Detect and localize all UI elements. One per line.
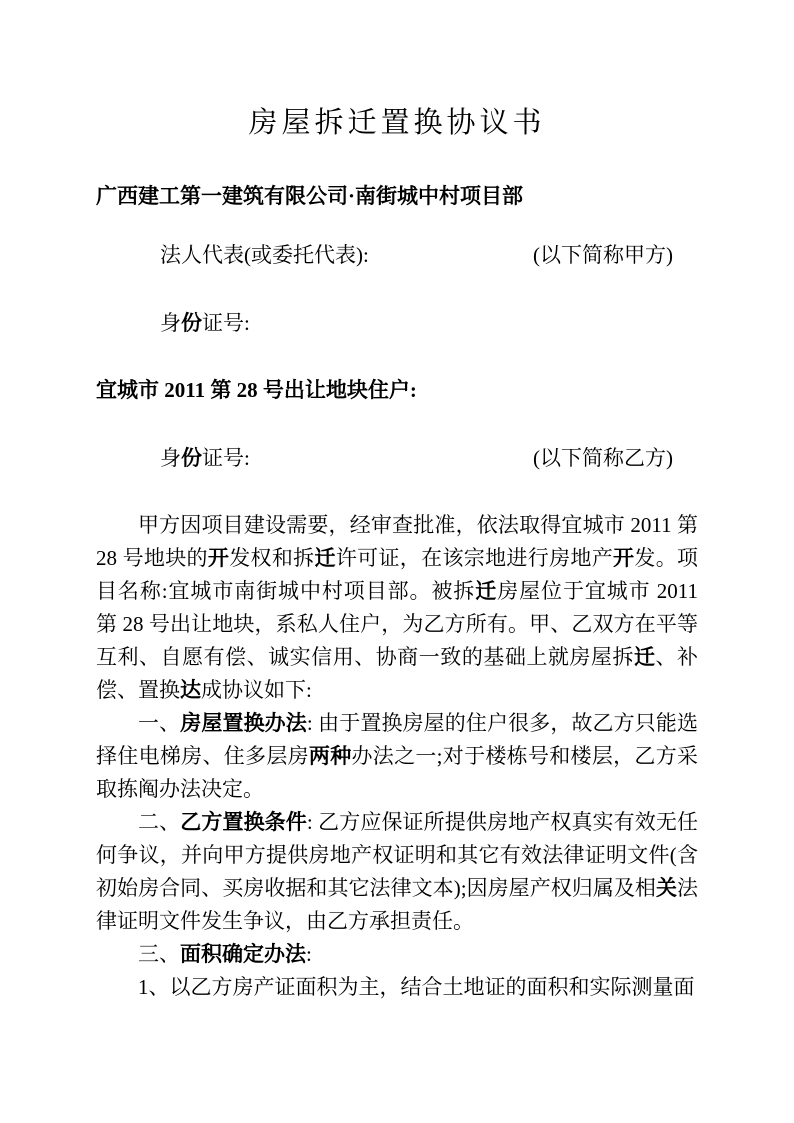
section-3-item-1: 1、以乙方房产证面积为主，结合土地证的面积和实际测量面 (138, 975, 695, 999)
id-number-row-party-b (96, 442, 698, 475)
legal-rep-label: 法人代表(或委托代表): (160, 243, 369, 267)
party-b-alias: (以下简称乙方) (533, 446, 673, 470)
party-b-title-line: 宜城市 2011 第 28 号出让地块住户: (96, 378, 417, 402)
agreement-body (96, 509, 698, 1004)
party-a-company-line: 广西建工第一建筑有限公司·南街城中村项目部 (96, 184, 524, 208)
legal-rep-row (96, 239, 698, 272)
id-number-row-party-a (96, 307, 698, 340)
party-a-alias: (以下简称甲方) (533, 243, 673, 267)
section-2-paragraph: 二、乙方置换条件: 乙方应保证所提供房地产权真实有效无任何争议，并向甲方提供房地产权证明和其它有效法律证明文件(含初始房合同、买房收据和其它法律文本);因房屋产权归属及相关法律证明文件发生争议，由乙方承担责任。 (96, 810, 699, 933)
document-title: 房屋拆迁置换协议书 (248, 107, 546, 139)
section-1-paragraph: 一、房屋置换办法: 由于置换房屋的住户很多，故乙方只能选择住电梯房、住多层房两种办法之一;对于楼栋号和楼层，乙方采取拣阄办法决定。 (96, 711, 699, 801)
preamble-paragraph: 甲方因项目建设需要，经审查批准，依法取得宜城市 2011 第 28 号地块的开发权和拆迁许可证，在该宗地进行房地产开发。项目名称:宜城市南街城中村项目部。被拆迁房屋位于宜城市 2011 第 28 号出让地块，系私人住户，为乙方所有。甲、乙双方在平等互利、自愿有偿、诚实信用、协商一致的基础上就房屋拆迁、补偿、置换达成协议如下: (96, 513, 699, 702)
id-number-label-a: 身份证号: (160, 311, 250, 335)
id-number-label-b: 身份证号: (160, 446, 250, 470)
section-3-heading: 三、面积确定办法: (138, 942, 312, 966)
